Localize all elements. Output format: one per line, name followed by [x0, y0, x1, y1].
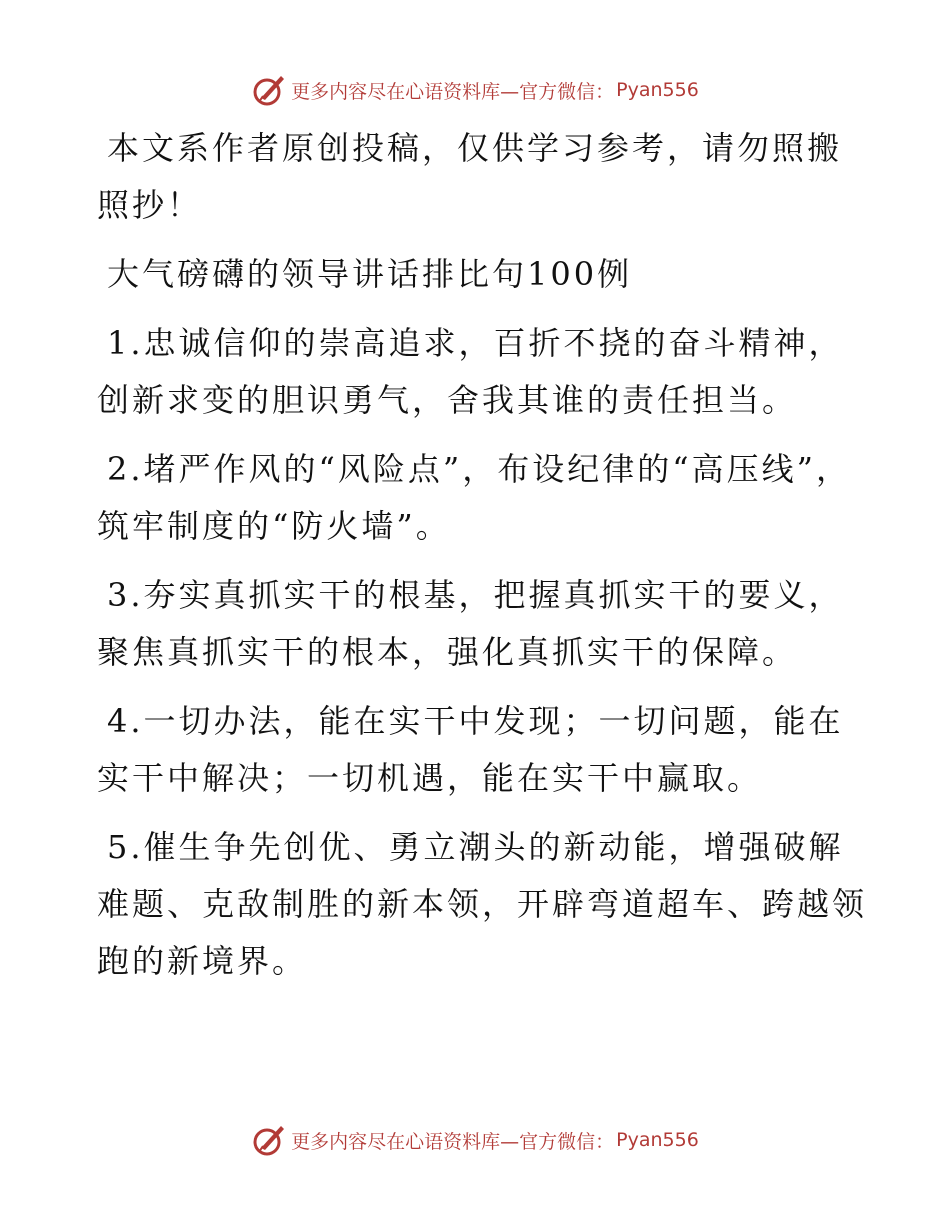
list-item: 2.堵严作风的“风险点”，布设纪律的“高压线”，筑牢制度的“防火墙”。: [97, 450, 851, 545]
list-item: 4.一切办法，能在实干中发现；一切问题，能在实干中解决；一切机遇，能在实干中赢取。: [97, 702, 844, 797]
list-item: 1.忠诚信仰的崇高追求，百折不挠的奋斗精神，创新求变的胆识勇气，舍我其谁的责任担当。: [97, 324, 844, 419]
header-watermark: [0, 70, 950, 110]
watermark-wechat-id: Pyan556: [616, 1129, 699, 1151]
list-item: 3.夯实真抓实干的根基，把握真抓实干的要义，聚焦真抓实干的根本，强化真抓实干的保障。: [97, 576, 844, 671]
document-body: [97, 120, 867, 1002]
quill-pen-logo-icon: [251, 1122, 287, 1158]
watermark-wechat-id: Pyan556: [616, 79, 699, 101]
list-item: 5.催生争先创优、勇立潮头的新动能，增强破解难题、克敌制胜的新本领，开辟弯道超车、跨越领跑的新境界。: [97, 828, 868, 980]
footer-watermark: [0, 1120, 950, 1160]
watermark-text: 更多内容尽在心语资料库—官方微信：: [291, 1130, 615, 1153]
watermark-text: 更多内容尽在心语资料库—官方微信：: [291, 80, 615, 103]
quill-pen-logo-icon: [251, 72, 287, 108]
copyright-notice: 本文系作者原创投稿，仅供学习参考，请勿照搬照抄！: [97, 129, 843, 224]
document-title: 大气磅礴的领导讲话排比句100例: [107, 255, 633, 293]
